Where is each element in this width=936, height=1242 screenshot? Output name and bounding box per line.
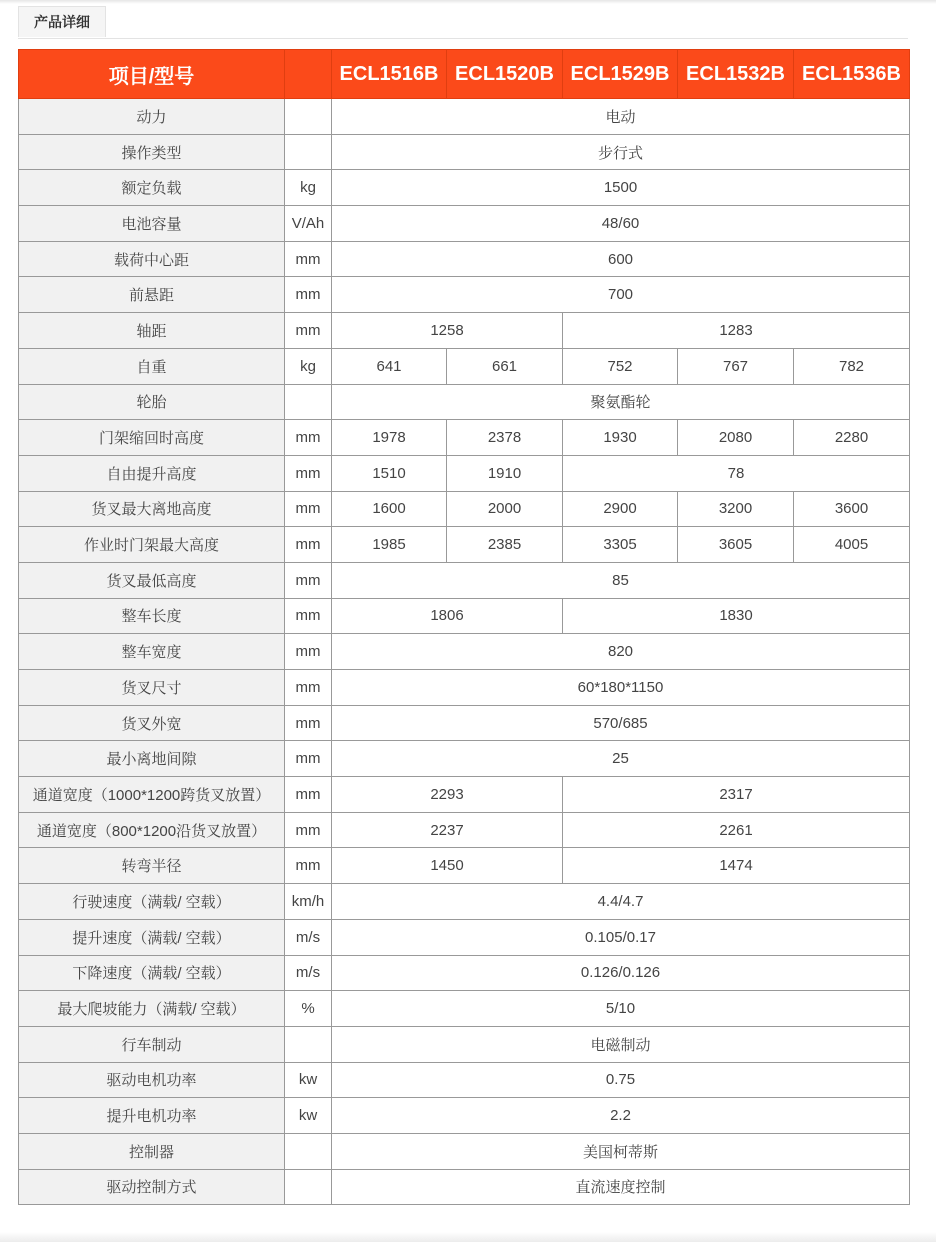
value-cell: 2080 — [678, 420, 794, 456]
header-model: ECL1529B — [563, 50, 678, 99]
table-row — [19, 1026, 910, 1062]
value-cell: 3605 — [678, 527, 794, 563]
param-name-cell: 驱动电机功率 — [19, 1062, 285, 1098]
param-name-cell: 自重 — [19, 348, 285, 384]
value-cell: 820 — [332, 634, 910, 670]
table-row — [19, 241, 910, 277]
value-cell: 2.2 — [332, 1098, 910, 1134]
unit-cell — [285, 134, 332, 170]
value-cell: 60*180*1150 — [332, 670, 910, 706]
table-row — [19, 634, 910, 670]
table-row — [19, 1133, 910, 1169]
unit-cell: mm — [285, 313, 332, 349]
value-cell: 4005 — [794, 527, 910, 563]
table-row — [19, 1169, 910, 1205]
value-cell: 1830 — [563, 598, 910, 634]
param-name-cell: 货叉外宽 — [19, 705, 285, 741]
param-name-cell: 电池容量 — [19, 206, 285, 242]
value-cell: 电磁制动 — [332, 1026, 910, 1062]
value-cell: 48/60 — [332, 206, 910, 242]
param-name-cell: 行车制动 — [19, 1026, 285, 1062]
unit-cell: mm — [285, 705, 332, 741]
unit-cell: mm — [285, 848, 332, 884]
table-row — [19, 741, 910, 777]
unit-cell: mm — [285, 277, 332, 313]
param-name-cell: 整车宽度 — [19, 634, 285, 670]
table-row — [19, 313, 910, 349]
param-name-cell: 通道宽度（1000*1200跨货叉放置） — [19, 777, 285, 813]
unit-cell: mm — [285, 491, 332, 527]
unit-cell — [285, 1026, 332, 1062]
value-cell: 1510 — [332, 455, 447, 491]
table-row — [19, 777, 910, 813]
param-name-cell: 下降速度（满载/ 空载） — [19, 955, 285, 991]
param-name-cell: 轴距 — [19, 313, 285, 349]
table-row — [19, 705, 910, 741]
param-name-cell: 转弯半径 — [19, 848, 285, 884]
value-cell: 1978 — [332, 420, 447, 456]
param-name-cell: 额定负载 — [19, 170, 285, 206]
param-name-cell: 操作类型 — [19, 134, 285, 170]
header-model: ECL1532B — [678, 50, 794, 99]
value-cell: 2237 — [332, 812, 563, 848]
top-shadow — [0, 0, 936, 4]
unit-cell: mm — [285, 562, 332, 598]
param-name-cell: 驱动控制方式 — [19, 1169, 285, 1205]
table-row — [19, 455, 910, 491]
value-cell: 85 — [332, 562, 910, 598]
table-row — [19, 991, 910, 1027]
header-unit — [285, 50, 332, 99]
param-name-cell: 提升电机功率 — [19, 1098, 285, 1134]
value-cell: 0.126/0.126 — [332, 955, 910, 991]
value-cell: 电动 — [332, 99, 910, 135]
param-name-cell: 门架缩回时高度 — [19, 420, 285, 456]
spec-table — [18, 49, 910, 1205]
param-name-cell: 通道宽度（800*1200沿货叉放置） — [19, 812, 285, 848]
unit-cell: km/h — [285, 884, 332, 920]
table-row — [19, 919, 910, 955]
value-cell: 767 — [678, 348, 794, 384]
header-item-model: 项目/型号 — [19, 50, 285, 99]
value-cell: 2293 — [332, 777, 563, 813]
unit-cell: mm — [285, 598, 332, 634]
unit-cell: kw — [285, 1062, 332, 1098]
table-row — [19, 562, 910, 598]
value-cell: 步行式 — [332, 134, 910, 170]
table-row — [19, 134, 910, 170]
value-cell: 2000 — [447, 491, 563, 527]
param-name-cell: 最小离地间隙 — [19, 741, 285, 777]
table-row — [19, 99, 910, 135]
bottom-shadow — [0, 1232, 936, 1242]
value-cell: 1500 — [332, 170, 910, 206]
unit-cell — [285, 99, 332, 135]
value-cell: 752 — [563, 348, 678, 384]
table-row — [19, 848, 910, 884]
table-row — [19, 670, 910, 706]
unit-cell: V/Ah — [285, 206, 332, 242]
unit-cell: kg — [285, 348, 332, 384]
param-name-cell: 前悬距 — [19, 277, 285, 313]
unit-cell: m/s — [285, 919, 332, 955]
table-row — [19, 206, 910, 242]
tab-bar — [18, 6, 908, 39]
value-cell: 782 — [794, 348, 910, 384]
table-row — [19, 277, 910, 313]
value-cell: 78 — [563, 455, 910, 491]
table-row — [19, 1098, 910, 1134]
table-row — [19, 527, 910, 563]
value-cell: 2280 — [794, 420, 910, 456]
value-cell: 聚氨酯轮 — [332, 384, 910, 420]
table-row — [19, 598, 910, 634]
value-cell: 3200 — [678, 491, 794, 527]
unit-cell: mm — [285, 420, 332, 456]
value-cell: 2378 — [447, 420, 563, 456]
header-model: ECL1520B — [447, 50, 563, 99]
value-cell: 600 — [332, 241, 910, 277]
unit-cell: % — [285, 991, 332, 1027]
unit-cell: mm — [285, 455, 332, 491]
unit-cell: mm — [285, 741, 332, 777]
value-cell: 661 — [447, 348, 563, 384]
value-cell: 4.4/4.7 — [332, 884, 910, 920]
param-name-cell: 轮胎 — [19, 384, 285, 420]
unit-cell: kw — [285, 1098, 332, 1134]
param-name-cell: 货叉最大离地高度 — [19, 491, 285, 527]
value-cell: 0.105/0.17 — [332, 919, 910, 955]
value-cell: 2900 — [563, 491, 678, 527]
value-cell: 直流速度控制 — [332, 1169, 910, 1205]
param-name-cell: 提升速度（满载/ 空载） — [19, 919, 285, 955]
value-cell: 1474 — [563, 848, 910, 884]
value-cell: 1450 — [332, 848, 563, 884]
spec-table-body — [19, 99, 910, 1205]
table-row — [19, 491, 910, 527]
value-cell: 3600 — [794, 491, 910, 527]
unit-cell: mm — [285, 527, 332, 563]
value-cell: 641 — [332, 348, 447, 384]
value-cell: 美国柯蒂斯 — [332, 1133, 910, 1169]
param-name-cell: 自由提升高度 — [19, 455, 285, 491]
value-cell: 1930 — [563, 420, 678, 456]
unit-cell — [285, 1169, 332, 1205]
table-row — [19, 384, 910, 420]
value-cell: 2385 — [447, 527, 563, 563]
param-name-cell: 控制器 — [19, 1133, 285, 1169]
table-row — [19, 955, 910, 991]
value-cell: 1600 — [332, 491, 447, 527]
value-cell: 570/685 — [332, 705, 910, 741]
unit-cell — [285, 1133, 332, 1169]
value-cell: 1806 — [332, 598, 563, 634]
param-name-cell: 整车长度 — [19, 598, 285, 634]
value-cell: 5/10 — [332, 991, 910, 1027]
value-cell: 1910 — [447, 455, 563, 491]
unit-cell: kg — [285, 170, 332, 206]
param-name-cell: 最大爬坡能力（满载/ 空载） — [19, 991, 285, 1027]
param-name-cell: 货叉尺寸 — [19, 670, 285, 706]
value-cell: 25 — [332, 741, 910, 777]
tab-product-details[interactable]: 产品详细 — [18, 6, 106, 37]
value-cell: 1258 — [332, 313, 563, 349]
param-name-cell: 动力 — [19, 99, 285, 135]
table-row — [19, 1062, 910, 1098]
param-name-cell: 行驶速度（满载/ 空载） — [19, 884, 285, 920]
param-name-cell: 货叉最低高度 — [19, 562, 285, 598]
table-row — [19, 884, 910, 920]
param-name-cell: 作业时门架最大高度 — [19, 527, 285, 563]
param-name-cell: 载荷中心距 — [19, 241, 285, 277]
unit-cell: mm — [285, 670, 332, 706]
unit-cell: mm — [285, 241, 332, 277]
value-cell: 2261 — [563, 812, 910, 848]
header-model: ECL1516B — [332, 50, 447, 99]
value-cell: 1985 — [332, 527, 447, 563]
table-row — [19, 420, 910, 456]
header-model: ECL1536B — [794, 50, 910, 99]
value-cell: 700 — [332, 277, 910, 313]
value-cell: 1283 — [563, 313, 910, 349]
table-row — [19, 348, 910, 384]
unit-cell: mm — [285, 777, 332, 813]
table-row — [19, 812, 910, 848]
unit-cell: m/s — [285, 955, 332, 991]
value-cell: 2317 — [563, 777, 910, 813]
header-row — [19, 50, 910, 99]
table-row — [19, 170, 910, 206]
value-cell: 3305 — [563, 527, 678, 563]
value-cell: 0.75 — [332, 1062, 910, 1098]
unit-cell: mm — [285, 812, 332, 848]
unit-cell — [285, 384, 332, 420]
unit-cell: mm — [285, 634, 332, 670]
